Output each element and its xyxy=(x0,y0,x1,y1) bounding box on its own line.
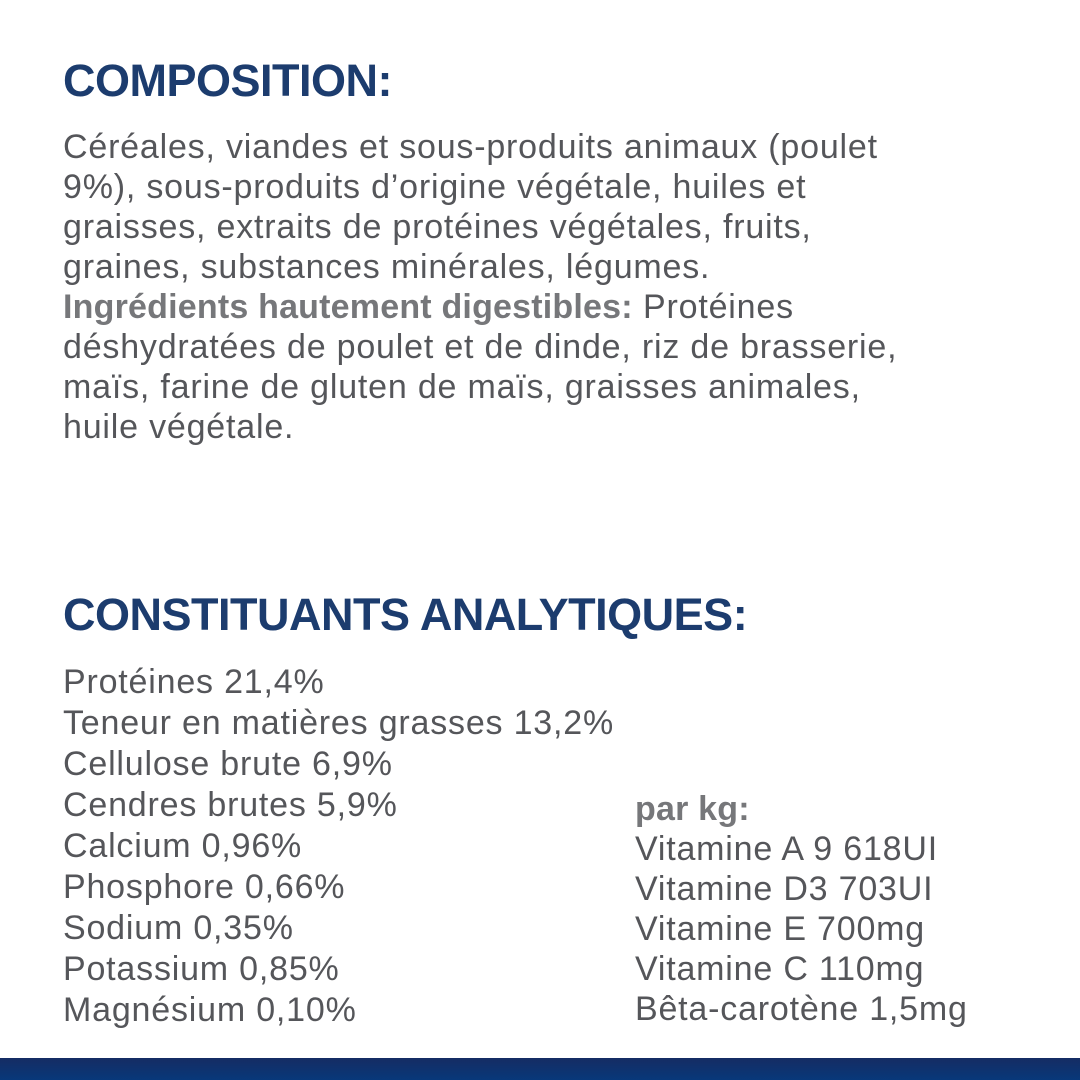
composition-line: 9%), sous-produits d’origine végétale, huiles et xyxy=(63,168,807,206)
nutrient-item: Magnésium 0,10% xyxy=(63,991,357,1029)
vitamin-item: Vitamine D3 703UI xyxy=(635,870,934,908)
composition-heading: COMPOSITION: xyxy=(63,55,392,106)
composition-line: graines, substances minérales, légumes. xyxy=(63,248,711,286)
per-kg-block xyxy=(635,789,968,1029)
nutrient-item: Cellulose brute 6,9% xyxy=(63,745,393,783)
nutrient-item: Cendres brutes 5,9% xyxy=(63,786,398,824)
vitamin-item: Bêta-carotène 1,5mg xyxy=(635,990,968,1028)
composition-paragraph xyxy=(63,127,897,447)
nutrient-item: Teneur en matières grasses 13,2% xyxy=(63,704,614,742)
composition-line: Céréales, viandes et sous-produits animaux (poulet xyxy=(63,128,878,166)
nutrient-list xyxy=(63,662,614,1031)
digestible-ingredients-label: Ingrédients hautement digestibles: xyxy=(63,288,633,326)
digestible-ingredients-rest: Protéines xyxy=(632,288,794,326)
digestible-ingredients-line xyxy=(63,287,897,327)
vitamin-item: Vitamine A 9 618UI xyxy=(635,830,938,868)
vitamin-item: Vitamine E 700mg xyxy=(635,910,925,948)
nutrient-item: Calcium 0,96% xyxy=(63,827,303,865)
nutrient-item: Sodium 0,35% xyxy=(63,909,294,947)
nutrient-item: Protéines 21,4% xyxy=(63,663,325,701)
composition-line: graisses, extraits de protéines végétales, fruits, xyxy=(63,208,812,246)
per-kg-label: par kg: xyxy=(635,790,750,828)
composition-line: huile végétale. xyxy=(63,408,295,446)
vitamin-item: Vitamine C 110mg xyxy=(635,950,925,988)
bottom-brand-bar xyxy=(0,1058,1080,1080)
nutrient-item: Potassium 0,85% xyxy=(63,950,340,988)
nutrient-item: Phosphore 0,66% xyxy=(63,868,346,906)
composition-line: déshydratées de poulet et de dinde, riz de brasserie, xyxy=(63,328,898,366)
composition-line: maïs, farine de gluten de maïs, graisses animales, xyxy=(63,368,861,406)
analytical-constituents-heading: CONSTITUANTS ANALYTIQUES: xyxy=(63,589,748,640)
